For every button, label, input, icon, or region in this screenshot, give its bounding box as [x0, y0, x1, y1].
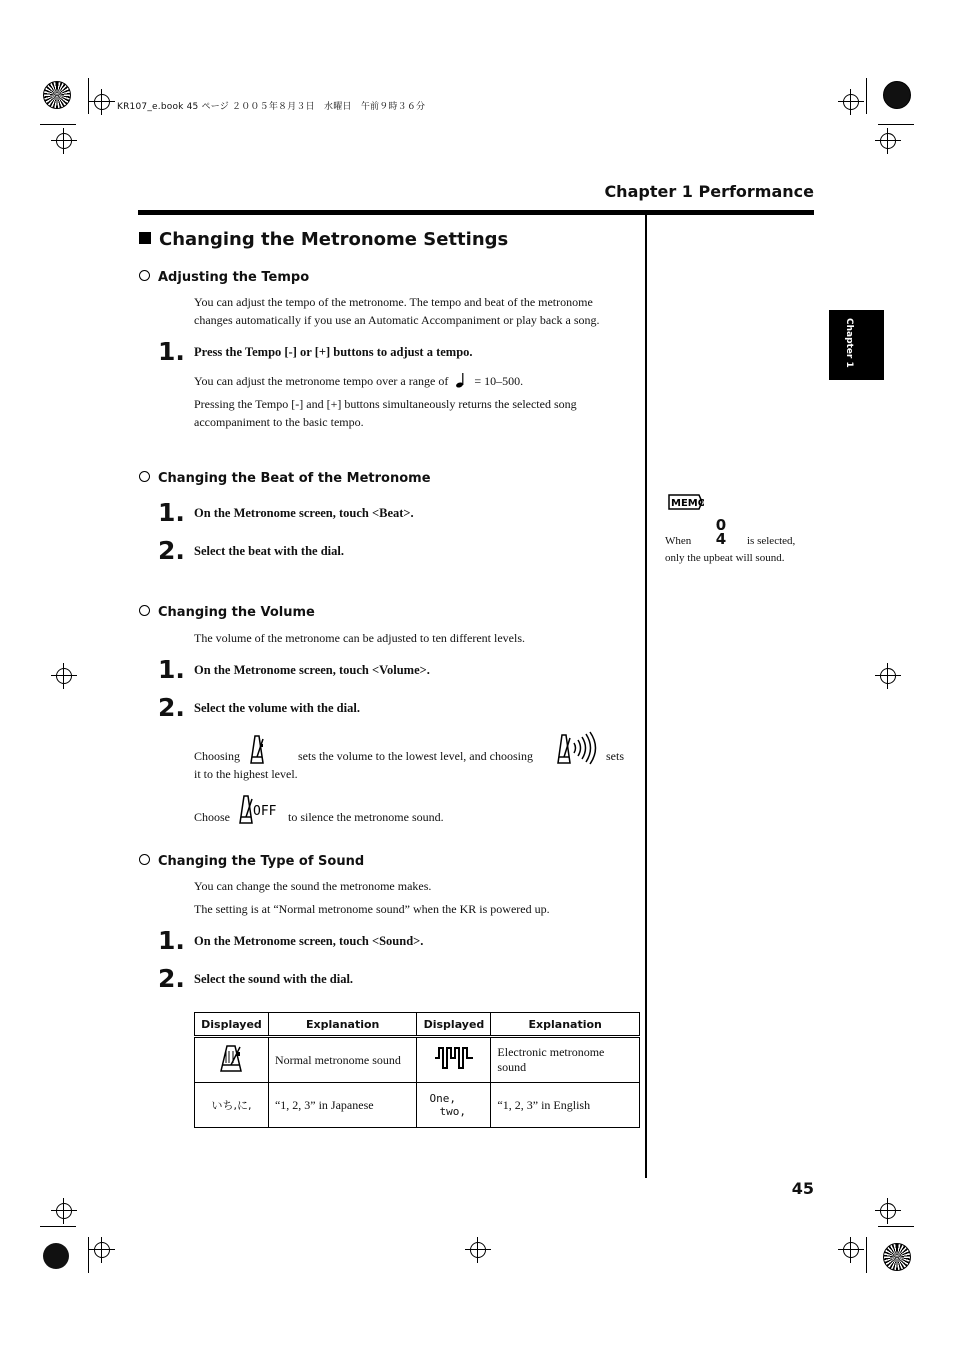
registration-star-icon — [883, 1243, 911, 1271]
sound-intro-2: The setting is at “Normal metronome sound” when the KR is powered up. — [194, 902, 550, 916]
section-title-text: Changing the Metronome Settings — [159, 229, 509, 250]
beat-numerator: 0 — [715, 516, 727, 534]
subsection-title: Adjusting the Tempo — [158, 270, 310, 285]
step-text: Select the volume with the dial. — [194, 701, 360, 715]
english-count-line: two, — [439, 1105, 466, 1118]
subsection-sound — [139, 854, 364, 869]
metronome-off-icon — [238, 793, 282, 825]
square-bullet-icon — [139, 232, 151, 244]
subsection-volume — [139, 605, 315, 620]
page-number: 45 — [791, 1179, 814, 1198]
metronome-normal-icon — [217, 1043, 245, 1073]
step-number: 1. — [158, 926, 185, 955]
column-header: Displayed — [417, 1013, 491, 1037]
japanese-count-label: いち,に, — [211, 1099, 252, 1112]
crosshair-icon — [56, 133, 72, 149]
step-text: Select the sound with the dial. — [194, 972, 354, 986]
column-header: Explanation — [268, 1013, 417, 1037]
sound-type-table — [194, 1012, 640, 1128]
step-text: On the Metronome screen, touch <Volume>. — [194, 663, 430, 677]
volume-choose-d: it to the highest level. — [194, 767, 298, 781]
beat-0-4-icon — [711, 518, 731, 546]
chapter-title: Chapter 1 Performance — [604, 182, 814, 201]
step-number: 1. — [158, 655, 185, 684]
chapter-tab-label: Chapter 1 — [844, 318, 854, 368]
table-cell — [417, 1037, 491, 1083]
tempo-reset-note: Pressing the Tempo [-] and [+] buttons simultaneously returns the selected song accompaniment to the basic tempo. — [194, 397, 577, 429]
english-count-label — [417, 1092, 490, 1118]
table-cell — [195, 1037, 269, 1083]
volume-off-b: to silence the metronome sound. — [288, 810, 444, 824]
crosshair-icon — [880, 1203, 896, 1219]
crosshair-icon — [94, 1242, 110, 1258]
tempo-intro: You can adjust the tempo of the metronome. The tempo and beat of the metronome changes automatically if you use an Automatic Accompaniment or play back a song. — [194, 295, 600, 327]
column-divider — [645, 215, 647, 1178]
registration-star-icon — [43, 81, 71, 109]
crosshair-icon — [880, 668, 896, 684]
step-number: 2. — [158, 964, 185, 993]
step-text: Press the Tempo [-] or [+] buttons to adjust a tempo. — [194, 345, 473, 359]
column-header: Explanation — [491, 1013, 640, 1037]
crosshair-icon — [94, 94, 110, 110]
header-rule — [138, 210, 814, 215]
subsection-title: Changing the Volume — [158, 605, 315, 620]
volume-choose-a: Choosing — [194, 749, 241, 763]
note-text: = 10–500. — [474, 374, 524, 388]
ring-bullet-icon — [139, 605, 150, 616]
table-header-row — [195, 1013, 640, 1037]
crosshair-icon — [470, 1242, 486, 1258]
memo-icon — [666, 493, 704, 511]
table-cell: Electronic metronome sound — [491, 1037, 640, 1083]
step-number: 1. — [158, 498, 185, 527]
volume-choose-b: sets the volume to the lowest level, and choosing — [298, 749, 533, 763]
crosshair-icon — [56, 668, 72, 684]
ring-bullet-icon — [139, 270, 150, 281]
memo-label: MEMO — [671, 498, 704, 509]
section-title — [139, 229, 508, 250]
file-header: KR107_e.book 45 ページ ２００５年８月３日 水曜日 午前９時３６分 — [117, 102, 426, 112]
step-number: 2. — [158, 536, 185, 565]
subsection-tempo — [139, 270, 309, 285]
volume-intro: The volume of the metronome can be adjusted to ten different levels. — [194, 631, 526, 645]
registration-dot-icon — [43, 1243, 69, 1269]
crosshair-icon — [843, 1242, 859, 1258]
metronome-high-volume-icon — [556, 731, 600, 765]
subsection-title: Changing the Beat of the Metronome — [158, 471, 431, 486]
quarter-note-icon — [455, 372, 469, 388]
memo-text-c: only the upbeat will sound. — [665, 552, 785, 564]
note-text: You can adjust the metronome tempo over a range of — [194, 374, 449, 388]
step-text: On the Metronome screen, touch <Beat>. — [194, 506, 414, 520]
step-number: 2. — [158, 693, 185, 722]
sound-intro-1: You can change the sound the metronome makes. — [194, 879, 432, 893]
tempo-range-note — [194, 372, 634, 390]
table-row — [195, 1083, 640, 1128]
electronic-waveform-icon — [434, 1045, 474, 1071]
step-number: 1. — [158, 337, 185, 366]
chapter-tab — [829, 310, 884, 380]
volume-choose-c: sets — [606, 749, 624, 763]
registration-dot-icon — [883, 81, 911, 109]
subsection-beat — [139, 471, 431, 486]
memo-text-b: is selected, — [747, 535, 796, 547]
beat-denominator: 4 — [715, 530, 727, 548]
table-cell: “1, 2, 3” in Japanese — [268, 1083, 417, 1128]
metronome-low-volume-icon — [248, 733, 266, 765]
off-label: OFF — [253, 804, 277, 819]
english-count-line: One, — [429, 1092, 456, 1105]
memo-badge — [666, 493, 704, 516]
memo-text-a: When — [665, 535, 692, 547]
crosshair-icon — [880, 133, 896, 149]
table-row — [195, 1037, 640, 1083]
crosshair-icon — [56, 1203, 72, 1219]
table-cell — [417, 1083, 491, 1128]
table-cell: Normal metronome sound — [268, 1037, 417, 1083]
crosshair-icon — [843, 94, 859, 110]
ring-bullet-icon — [139, 471, 150, 482]
table-cell: “1, 2, 3” in English — [491, 1083, 640, 1128]
table-cell — [195, 1083, 269, 1128]
subsection-title: Changing the Type of Sound — [158, 854, 365, 869]
volume-off-a: Choose — [194, 810, 230, 824]
step-text: Select the beat with the dial. — [194, 544, 344, 558]
ring-bullet-icon — [139, 854, 150, 865]
step-text: On the Metronome screen, touch <Sound>. — [194, 934, 424, 948]
column-header: Displayed — [195, 1013, 269, 1037]
